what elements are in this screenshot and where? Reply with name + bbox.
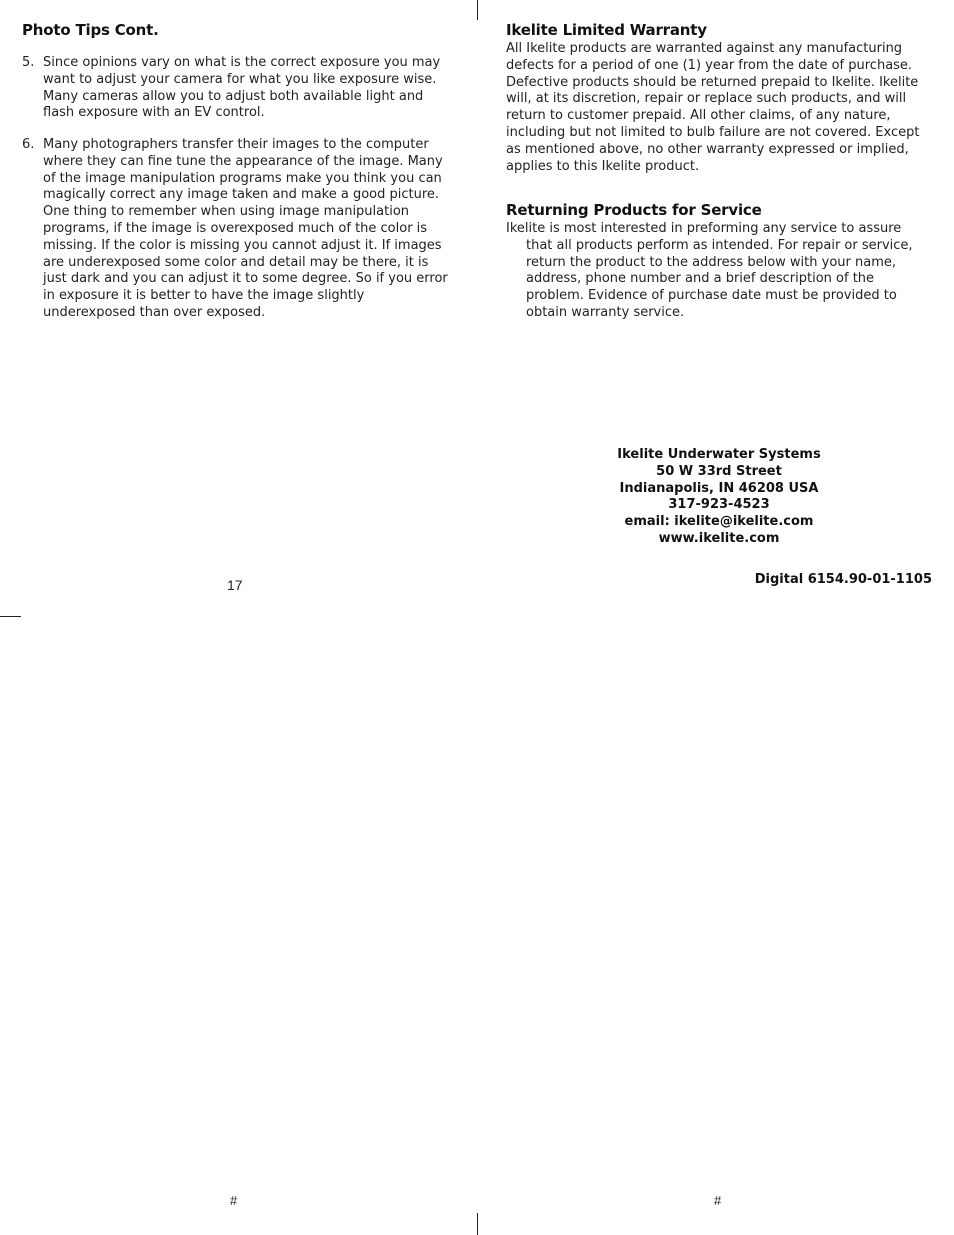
left-crop-mark [0, 616, 21, 617]
footer-right-marker: # [714, 1193, 722, 1208]
footer-left-marker: # [230, 1193, 238, 1208]
list-item-number: 6. [22, 137, 35, 152]
email-address: email: ikelite@ikelite.com [624, 514, 814, 530]
bottom-center-crop-mark [477, 1213, 478, 1235]
returns-text: Ikelite is most interested in preforming any service to assure that all products perform as intended. For repair or service, return the product to the address below with your name, address, phone number and a brief description of the problem. Evidence of purchase date must be provided to obtain warranty service. [506, 221, 913, 320]
photo-tips-heading: Photo Tips Cont. [22, 21, 159, 39]
warranty-text: All Ikelite products are warranted against any manufacturing defects for a period of one (1) year from the date of purchase. Defective products should be returned prepaid to Ikelite. Ikelite will, at its discretion, repair or replace such products, and will return to customer prepaid. All other claims, of any nature, including but not limited to bulb failure are not covered. Except as mentioned above, no other warranty expressed or implied, applies to this Ikelite product. [506, 41, 920, 174]
warranty-heading: Ikelite Limited Warranty [506, 21, 707, 39]
list-item-text: Since opinions vary on what is the correct exposure you may want to adjust your camera for what you like exposure wise. Many cameras allow you to adjust both available light and flash exposure with an EV control. [43, 55, 441, 121]
list-item [22, 55, 448, 122]
part-number: Digital 6154.90-01-1105 [754, 572, 932, 587]
website: www.ikelite.com [658, 530, 780, 546]
company-name: Ikelite Underwater Systems [617, 447, 821, 462]
list-item-number: 5. [22, 55, 35, 70]
phone-number: 317-923-4523 [668, 497, 770, 513]
city-state-zip: Indianapolis, IN 46208 USA [619, 480, 819, 496]
list-item [22, 137, 448, 322]
page-number: 17 [227, 577, 243, 593]
returns-heading: Returning Products for Service [506, 201, 762, 219]
top-center-crop-mark [477, 0, 478, 20]
street-address: 50 W 33rd Street [656, 463, 782, 479]
company-address [600, 447, 838, 548]
list-item-text: Many photographers transfer their images to the computer where they can fine tune the appearance of the image. Many of the image manipulation programs make you think you can magically correct any image taken and make a good picture. One thing to remember when using image manipulation programs, if the image is overexposed much of the color is missing. If the color is missing you cannot adjust it. If images are underexposed some color and detail may be there, it is just dark and you can adjust it to some degree. So if you error in exposure it is better to have the image slightly underexposed than over exposed. [43, 137, 448, 320]
